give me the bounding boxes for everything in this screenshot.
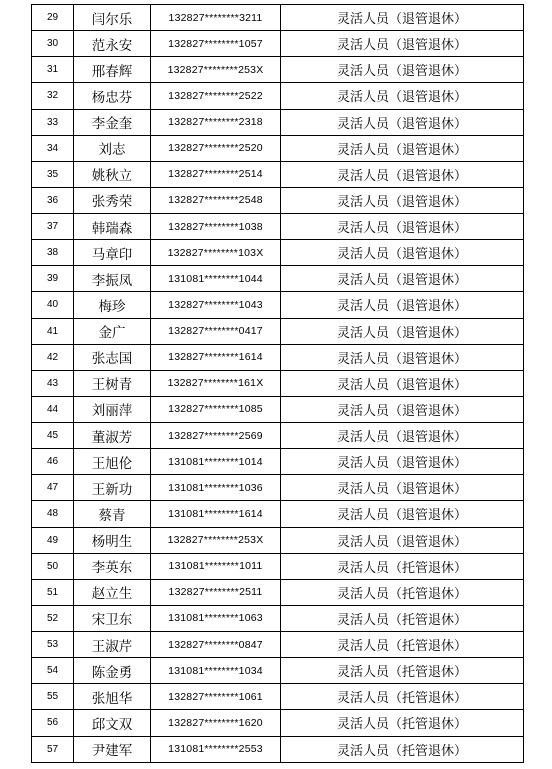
- row-number-cell: 40: [32, 292, 74, 318]
- id-number-cell: 132827********0847: [151, 632, 281, 658]
- row-number-cell: 52: [32, 605, 74, 631]
- person-name-cell: 张志国: [74, 344, 151, 370]
- person-name-cell: 刘志: [74, 135, 151, 161]
- personnel-type-cell: 灵活人员（退管退休）: [281, 31, 524, 57]
- table-row: [32, 135, 524, 161]
- person-name-cell: 马章印: [74, 240, 151, 266]
- id-number-cell: 132827********1043: [151, 292, 281, 318]
- id-number-cell: 131081********1014: [151, 449, 281, 475]
- row-number-cell: 43: [32, 370, 74, 396]
- personnel-type-cell: 灵活人员（退管退休）: [281, 109, 524, 135]
- personnel-type-cell: 灵活人员（托管退休）: [281, 553, 524, 579]
- row-number-cell: 42: [32, 344, 74, 370]
- id-number-cell: 132827********103X: [151, 240, 281, 266]
- personnel-type-cell: 灵活人员（退管退休）: [281, 527, 524, 553]
- table-row: [32, 553, 524, 579]
- id-number-cell: 131081********1614: [151, 501, 281, 527]
- person-name-cell: 邢春辉: [74, 57, 151, 83]
- person-name-cell: 蔡青: [74, 501, 151, 527]
- row-number-cell: 31: [32, 57, 74, 83]
- id-number-cell: 132827********253X: [151, 527, 281, 553]
- personnel-type-cell: 灵活人员（退管退休）: [281, 344, 524, 370]
- personnel-type-cell: 灵活人员（托管退休）: [281, 736, 524, 762]
- row-number-cell: 32: [32, 83, 74, 109]
- personnel-type-cell: 灵活人员（托管退休）: [281, 658, 524, 684]
- person-name-cell: 杨明生: [74, 527, 151, 553]
- id-number-cell: 132827********2569: [151, 423, 281, 449]
- person-name-cell: 范永安: [74, 31, 151, 57]
- table-row: [32, 5, 524, 31]
- person-name-cell: 李振凤: [74, 266, 151, 292]
- personnel-type-cell: 灵活人员（退管退休）: [281, 449, 524, 475]
- row-number-cell: 56: [32, 710, 74, 736]
- id-number-cell: 131081********1011: [151, 553, 281, 579]
- table-row: [32, 527, 524, 553]
- person-name-cell: 刘丽萍: [74, 396, 151, 422]
- row-number-cell: 38: [32, 240, 74, 266]
- personnel-type-cell: 灵活人员（托管退休）: [281, 710, 524, 736]
- person-name-cell: 姚秋立: [74, 161, 151, 187]
- table-row: [32, 109, 524, 135]
- personnel-type-cell: 灵活人员（退管退休）: [281, 187, 524, 213]
- id-number-cell: 131081********2553: [151, 736, 281, 762]
- personnel-type-cell: 灵活人员（退管退休）: [281, 292, 524, 318]
- row-number-cell: 35: [32, 161, 74, 187]
- table-row: [32, 475, 524, 501]
- personnel-type-cell: 灵活人员（托管退休）: [281, 605, 524, 631]
- personnel-type-cell: 灵活人员（托管退休）: [281, 684, 524, 710]
- id-number-cell: 132827********0417: [151, 318, 281, 344]
- row-number-cell: 55: [32, 684, 74, 710]
- table-row: [32, 658, 524, 684]
- row-number-cell: 45: [32, 423, 74, 449]
- personnel-type-cell: 灵活人员（退管退休）: [281, 57, 524, 83]
- table-row: [32, 83, 524, 109]
- personnel-table: [31, 4, 524, 763]
- id-number-cell: 132827********2511: [151, 579, 281, 605]
- table-row: [32, 214, 524, 240]
- personnel-type-cell: 灵活人员（退管退休）: [281, 396, 524, 422]
- person-name-cell: 张秀荣: [74, 187, 151, 213]
- person-name-cell: 陈金勇: [74, 658, 151, 684]
- id-number-cell: 131081********1034: [151, 658, 281, 684]
- row-number-cell: 44: [32, 396, 74, 422]
- table-row: [32, 684, 524, 710]
- person-name-cell: 宋卫东: [74, 605, 151, 631]
- id-number-cell: 132827********2548: [151, 187, 281, 213]
- table-row: [32, 292, 524, 318]
- personnel-type-cell: 灵活人员（退管退休）: [281, 214, 524, 240]
- row-number-cell: 41: [32, 318, 74, 344]
- row-number-cell: 53: [32, 632, 74, 658]
- id-number-cell: 132827********253X: [151, 57, 281, 83]
- table-row: [32, 187, 524, 213]
- personnel-type-cell: 灵活人员（托管退休）: [281, 579, 524, 605]
- id-number-cell: 131081********1036: [151, 475, 281, 501]
- person-name-cell: 赵立生: [74, 579, 151, 605]
- person-name-cell: 尹建军: [74, 736, 151, 762]
- person-name-cell: 张旭华: [74, 684, 151, 710]
- person-name-cell: 杨忠芬: [74, 83, 151, 109]
- id-number-cell: 132827********1057: [151, 31, 281, 57]
- table-row: [32, 605, 524, 631]
- table-row: [32, 396, 524, 422]
- personnel-type-cell: 灵活人员（退管退休）: [281, 240, 524, 266]
- row-number-cell: 57: [32, 736, 74, 762]
- person-name-cell: 王淑芹: [74, 632, 151, 658]
- id-number-cell: 132827********1620: [151, 710, 281, 736]
- person-name-cell: 金广: [74, 318, 151, 344]
- id-number-cell: 132827********2318: [151, 109, 281, 135]
- row-number-cell: 49: [32, 527, 74, 553]
- person-name-cell: 王旭伦: [74, 449, 151, 475]
- personnel-type-cell: 灵活人员（退管退休）: [281, 83, 524, 109]
- id-number-cell: 132827********1038: [151, 214, 281, 240]
- row-number-cell: 50: [32, 553, 74, 579]
- table-row: [32, 736, 524, 762]
- row-number-cell: 29: [32, 5, 74, 31]
- id-number-cell: 132827********2514: [151, 161, 281, 187]
- id-number-cell: 132827********2522: [151, 83, 281, 109]
- table-row: [32, 161, 524, 187]
- id-number-cell: 132827********161X: [151, 370, 281, 396]
- personnel-table-body: [32, 5, 524, 763]
- id-number-cell: 132827********1614: [151, 344, 281, 370]
- row-number-cell: 37: [32, 214, 74, 240]
- personnel-type-cell: 灵活人员（退管退休）: [281, 5, 524, 31]
- person-name-cell: 邱文双: [74, 710, 151, 736]
- table-row: [32, 710, 524, 736]
- personnel-type-cell: 灵活人员（退管退休）: [281, 475, 524, 501]
- id-number-cell: 132827********2520: [151, 135, 281, 161]
- table-row: [32, 266, 524, 292]
- person-name-cell: 王新功: [74, 475, 151, 501]
- row-number-cell: 34: [32, 135, 74, 161]
- personnel-type-cell: 灵活人员（托管退休）: [281, 632, 524, 658]
- table-row: [32, 31, 524, 57]
- id-number-cell: 131081********1044: [151, 266, 281, 292]
- id-number-cell: 131081********1063: [151, 605, 281, 631]
- row-number-cell: 48: [32, 501, 74, 527]
- person-name-cell: 王树青: [74, 370, 151, 396]
- table-row: [32, 318, 524, 344]
- personnel-type-cell: 灵活人员（退管退休）: [281, 501, 524, 527]
- table-row: [32, 370, 524, 396]
- personnel-type-cell: 灵活人员（退管退休）: [281, 423, 524, 449]
- table-row: [32, 240, 524, 266]
- table-row: [32, 57, 524, 83]
- personnel-type-cell: 灵活人员（退管退休）: [281, 135, 524, 161]
- row-number-cell: 30: [32, 31, 74, 57]
- table-row: [32, 344, 524, 370]
- row-number-cell: 39: [32, 266, 74, 292]
- id-number-cell: 132827********1061: [151, 684, 281, 710]
- row-number-cell: 47: [32, 475, 74, 501]
- row-number-cell: 33: [32, 109, 74, 135]
- row-number-cell: 54: [32, 658, 74, 684]
- person-name-cell: 董淑芳: [74, 423, 151, 449]
- table-row: [32, 449, 524, 475]
- row-number-cell: 36: [32, 187, 74, 213]
- personnel-type-cell: 灵活人员（退管退休）: [281, 266, 524, 292]
- person-name-cell: 梅珍: [74, 292, 151, 318]
- personnel-type-cell: 灵活人员（退管退休）: [281, 318, 524, 344]
- person-name-cell: 韩瑞森: [74, 214, 151, 240]
- row-number-cell: 51: [32, 579, 74, 605]
- person-name-cell: 闫尔乐: [74, 5, 151, 31]
- table-row: [32, 579, 524, 605]
- row-number-cell: 46: [32, 449, 74, 475]
- table-row: [32, 632, 524, 658]
- person-name-cell: 李英东: [74, 553, 151, 579]
- person-name-cell: 李金奎: [74, 109, 151, 135]
- personnel-type-cell: 灵活人员（退管退休）: [281, 161, 524, 187]
- id-number-cell: 132827********3211: [151, 5, 281, 31]
- table-row: [32, 501, 524, 527]
- id-number-cell: 132827********1085: [151, 396, 281, 422]
- table-row: [32, 423, 524, 449]
- personnel-type-cell: 灵活人员（退管退休）: [281, 370, 524, 396]
